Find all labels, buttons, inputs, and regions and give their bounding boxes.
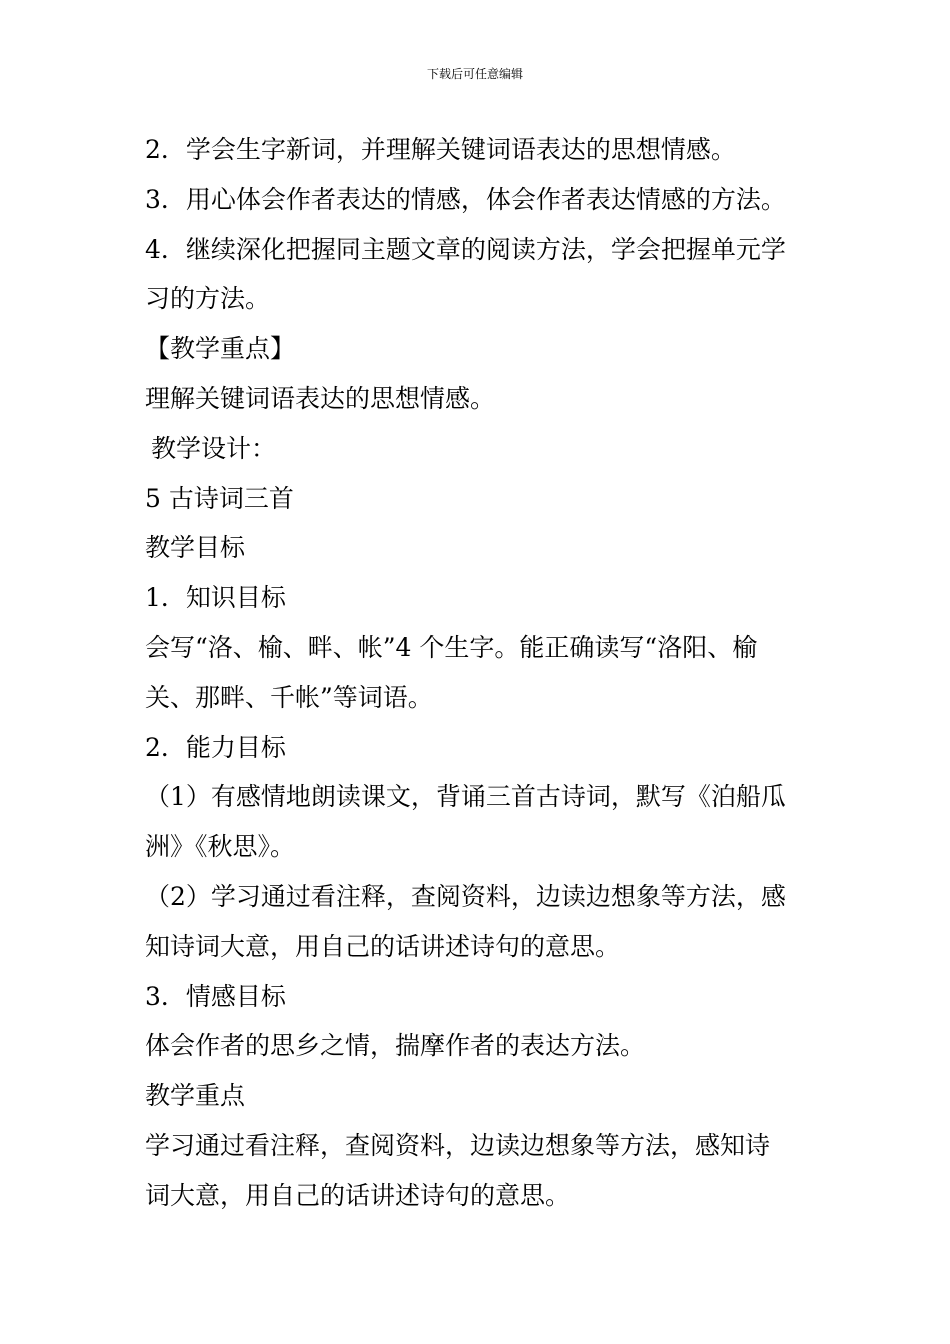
key-point-line-1: 学习通过看注释，查阅资料，边读边想象等方法，感知诗	[145, 1130, 771, 1160]
objective-4-line-1: 4．继续深化把握同主题文章的阅读方法，学会把握单元学	[145, 234, 786, 264]
ability-goal-2-line-2: 知诗词大意，用自己的话讲述诗句的意思。	[145, 931, 621, 961]
teaching-goals-heading: 教学目标	[145, 533, 246, 563]
ability-goal-heading: 2．能力目标	[145, 732, 286, 762]
emotion-goal-text: 体会作者的思乡之情，揣摩作者的表达方法。	[145, 1031, 646, 1061]
ability-goal-2-line-1: （2）学习通过看注释，查阅资料，边读边想象等方法，感	[145, 881, 786, 911]
emotion-goal-heading: 3．情感目标	[145, 981, 286, 1011]
key-point-line-2: 词大意，用自己的话讲述诗句的意思。	[145, 1180, 571, 1210]
page-header-note: 下载后可任意编辑	[426, 67, 523, 81]
document-body	[145, 125, 810, 1221]
lesson-title: 5 古诗词三首	[145, 483, 294, 513]
teaching-design-heading: 教学设计：	[151, 433, 277, 463]
knowledge-goal-heading: 1．知识目标	[145, 583, 286, 613]
teaching-focus-heading: 【教学重点】	[145, 334, 296, 364]
knowledge-goal-line-1: 会写“洛、榆、畔、帐”4 个生字。能正确读写“洛阳、榆	[145, 632, 758, 662]
ability-goal-1-line-2: 洲》《秋思》。	[145, 832, 296, 862]
objective-3: 3．用心体会作者表达的情感，体会作者表达情感的方法。	[145, 184, 786, 214]
objective-4-line-2: 习的方法。	[145, 284, 271, 314]
key-point-heading: 教学重点	[145, 1081, 246, 1111]
knowledge-goal-line-2: 关、那畔、千帐”等词语。	[145, 682, 433, 712]
teaching-focus-text: 理解关键词语表达的思想情感。	[145, 383, 496, 413]
objective-2: 2．学会生字新词，并理解关键词语表达的思想情感。	[145, 135, 736, 164]
ability-goal-1-line-1: （1）有感情地朗读课文，背诵三首古诗词，默写《泊船瓜	[145, 782, 786, 812]
